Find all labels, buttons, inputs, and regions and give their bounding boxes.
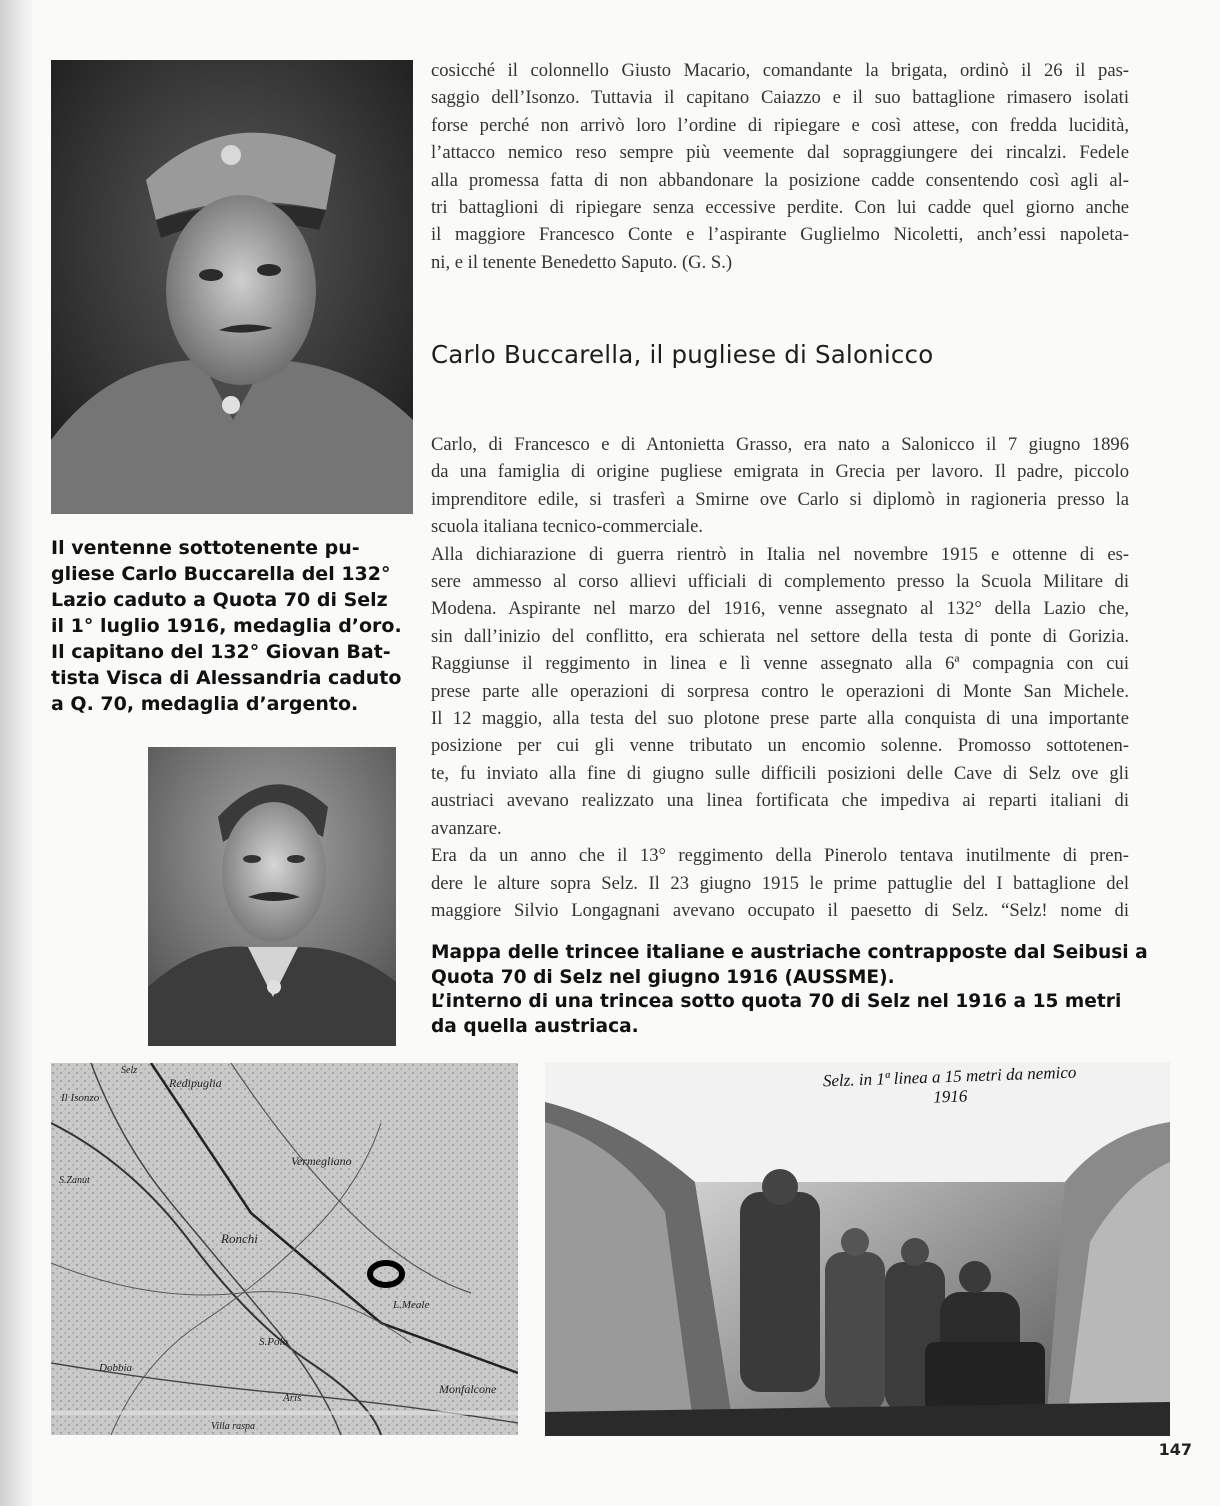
map-label-monfalcone: Monfalcone	[439, 1382, 497, 1396]
text-line: saggio dell’Isonzo. Tuttavia il capitano Caiazzo e il suo battaglione rimasero isolati	[431, 87, 1129, 109]
map-label-ronchi: Ronchi	[221, 1231, 258, 1246]
caption-line: a Q. 70, medaglia d’argento.	[51, 693, 359, 715]
text-line: sere ammesso al corso allievi ufficiali di complemento presso la Scuola Militare di	[431, 571, 1129, 593]
page-number: 147	[1158, 1440, 1192, 1459]
map-label-s-zanut: S.Zanut	[59, 1175, 90, 1186]
caption-line: Mappa delle trincee italiane e austriache contrapposte dal Seibusi a	[431, 942, 1148, 963]
text-line: austriaci avevano realizzato una linea fortificata che impediva ai reparti italiani di	[431, 790, 1129, 812]
caption-line: il 1° luglio 1916, medaglia d’oro.	[51, 615, 402, 637]
caption-line: Quota 70 di Selz nel giugno 1916 (AUSSME).	[431, 966, 895, 988]
caption-line: L’interno di una trincea sotto quota 70 di Selz nel 1916 a 15 metri	[431, 991, 1122, 1012]
text-line: forse perché non arrivò loro l’ordine di ripiegare e così attese, con fredda lucidità,	[431, 114, 1129, 136]
caption-line: gliese Carlo Buccarella del 132°	[51, 563, 391, 585]
article-body	[431, 431, 1129, 924]
text-line: Raggiunse il reggimento in linea e lì venne assegnato alla 6ª compagnia con cui	[431, 653, 1129, 675]
text-line: maggiore Silvio Longagnani avevano occupato il paesetto di Selz. “Selz! nome di	[431, 899, 1129, 921]
text-line: alla promessa fatta di non abbandonare la posizione cadde consentendo così agli al-	[431, 169, 1129, 191]
map-label-villa-raspa: Villa raspa	[211, 1421, 255, 1432]
map-label-aris: Aris	[283, 1392, 302, 1404]
text-line: imprenditore edile, si trasferì a Smirne ove Carlo si diplomò in ragioneria presso la	[431, 488, 1129, 510]
map-label-redipuglia: Redipuglia	[169, 1076, 222, 1090]
text-line: Alla dichiarazione di guerra rientrò in Italia nel novembre 1915 e ottenne di es-	[431, 543, 1129, 565]
map-label-l-meale: L.Meale	[393, 1299, 430, 1311]
caption-portraits	[51, 535, 402, 717]
map-label-selz: Selz	[121, 1065, 138, 1076]
portrait-buccarella-photo	[51, 60, 413, 514]
text-line: da una famiglia di origine pugliese emigrata in Grecia per lavoro. Il padre, piccolo	[431, 461, 1129, 483]
text-line: Modena. Aspirante nel marzo del 1916, venne assegnato al 132° della Lazio che,	[431, 598, 1129, 620]
text-line: Il 12 maggio, alla testa del suo plotone prese parte alla conquista di una importante	[431, 708, 1129, 730]
map-label-vermegliano: Vermegliano	[291, 1154, 352, 1168]
handwritten-line-1: Selz. in 1ª linea a 15 metri da nemico	[822, 1062, 1077, 1091]
caption-line: Il capitano del 132° Giovan Bat-	[51, 641, 391, 663]
text-line: il maggiore Francesco Conte e l’aspirante Guglielmo Nicoletti, anch’essi napoleta-	[431, 224, 1129, 246]
map-label-isonzo: Il Isonzo	[61, 1092, 100, 1104]
text-line: Carlo, di Francesco e di Antonietta Grasso, era nato a Salonicco il 7 giugno 1896	[431, 434, 1129, 455]
caption-line: Il ventenne sottotenente pu-	[51, 537, 360, 559]
text-line: cosicché il colonnello Giusto Macario, comandante la brigata, ordinò il 26 il pas-	[431, 60, 1129, 81]
text-line: prese parte alle operazioni di sorpresa contro le operazioni di Monte San Michele.	[431, 680, 1129, 702]
trench-map-image	[51, 1063, 518, 1435]
text-line: scuola italiana tecnico-commerciale.	[431, 516, 704, 538]
text-line: sin dall’inizio del conflitto, era schierata nel settore della testa di ponte di Gorizia.	[431, 625, 1129, 647]
trench-interior-photo	[545, 1062, 1170, 1436]
section-heading: Carlo Buccarella, il pugliese di Salonicco	[431, 340, 934, 369]
book-spine-shadow	[0, 0, 32, 1506]
text-line: Era da un anno che il 13° reggimento della Pinerolo tentava inutilmente di pren-	[431, 845, 1129, 867]
text-line: ni, e il tenente Benedetto Saputo. (G. S.)	[431, 251, 733, 273]
caption-line: da quella austriaca.	[431, 1015, 639, 1037]
caption-map-and-trench	[431, 941, 1151, 1039]
text-line: avanzare.	[431, 817, 502, 839]
handwritten-line-2: 1916	[933, 1086, 968, 1107]
map-label-s-polo: S.Polo	[259, 1336, 289, 1348]
text-line: l’attacco nemico reso sempre più veemente dal sopraggiungere dei rincalzi. Fedele	[431, 142, 1129, 164]
article-continuation	[431, 57, 1129, 276]
text-line: te, fu inviato alla fine di giugno sulle difficili posizioni delle Cave di Selz ove gli	[431, 762, 1129, 784]
portrait-visca-photo	[148, 747, 396, 1046]
caption-line: tista Visca di Alessandria caduto	[51, 667, 402, 689]
text-line: posizione per cui gli venne tributato un encomio solenne. Promosso sottotenen-	[431, 735, 1129, 757]
caption-line: Lazio caduto a Quota 70 di Selz	[51, 589, 388, 611]
map-label-dobbia: Dobbia	[99, 1362, 132, 1374]
text-line: dere le alture sopra Selz. Il 23 giugno 1915 le prime pattuglie del I battaglione del	[431, 872, 1129, 894]
text-line: tri battaglioni di ripiegare senza eccessive perdite. Con lui cadde quel giorno anche	[431, 197, 1129, 219]
